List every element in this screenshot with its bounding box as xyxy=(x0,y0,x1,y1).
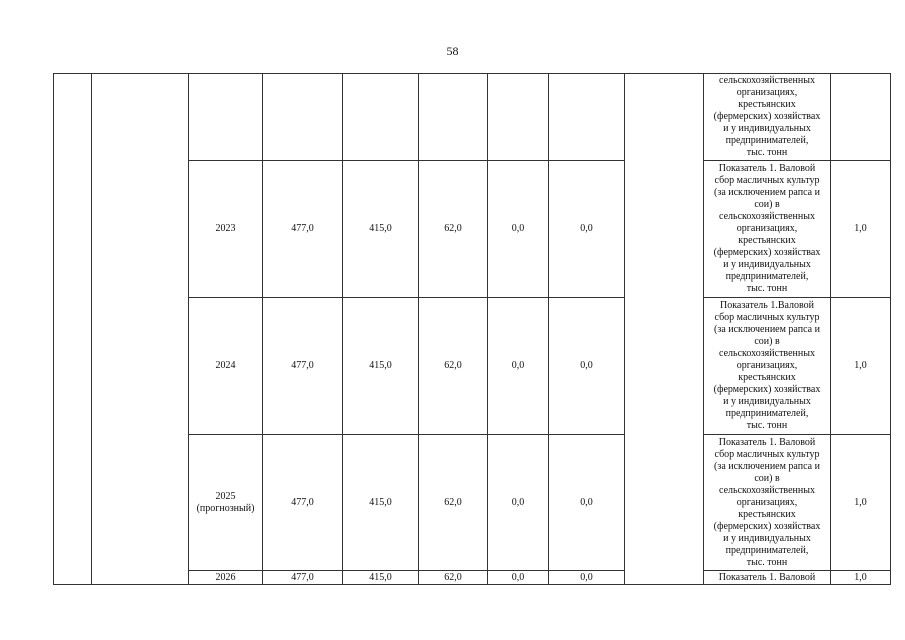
cell-value: 62,0 xyxy=(419,435,488,571)
year-label: 2026 xyxy=(215,571,236,583)
cell-value: 0,0 xyxy=(488,161,549,298)
table-body xyxy=(54,74,891,585)
indicator-line: сои) в xyxy=(754,336,780,347)
cell-indicator xyxy=(704,571,831,585)
indicator-line: Показатель 1.Валовой xyxy=(719,300,815,311)
table-row-continuation xyxy=(54,74,891,161)
indicator-line: крестьянских xyxy=(738,372,796,383)
cell-value xyxy=(263,74,343,161)
indicator-line: сбор масличных культур xyxy=(714,312,820,323)
cell-value xyxy=(549,74,625,161)
cell-value xyxy=(343,74,419,161)
cell-value: 415,0 xyxy=(343,161,419,298)
cell-indicator xyxy=(704,161,831,298)
indicator-line: (фермерских) хозяйствах xyxy=(713,520,821,532)
indicator-line: (за исключением рапса и xyxy=(714,460,820,472)
indicator-line: Показатель 1. Валовой xyxy=(718,163,816,174)
cell-indicator xyxy=(704,435,831,571)
page-number: 58 xyxy=(446,44,459,58)
cell-value: 0,0 xyxy=(488,571,549,585)
indicator-line: и у индивидуальных xyxy=(723,259,811,270)
indicator-line: (фермерских) хозяйствах xyxy=(713,111,821,122)
indicator-line: Показатель 1. Валовой xyxy=(718,571,816,583)
cell-value xyxy=(419,74,488,161)
cell-value: 477,0 xyxy=(263,571,343,585)
cell-value: 0,0 xyxy=(549,161,625,298)
cell-year xyxy=(189,571,263,585)
indicator-line: предпринимателей, xyxy=(725,271,809,282)
indicator-line: сои) в xyxy=(754,472,780,484)
cell-value: 62,0 xyxy=(419,571,488,585)
indicator-line: организациях, xyxy=(736,223,798,234)
indicator-line: организациях, xyxy=(736,87,798,98)
cell-indicator xyxy=(704,298,831,435)
cell-value: 477,0 xyxy=(263,298,343,435)
indicator-line: сои) в xyxy=(754,199,780,210)
indicator-line: тыс. тонн xyxy=(746,556,788,568)
indicator-line: сельскохозяйственных xyxy=(719,348,815,359)
cell-value: 415,0 xyxy=(343,435,419,571)
cell-value: 477,0 xyxy=(263,161,343,298)
indicator-line: предпринимателей, xyxy=(725,135,809,146)
cell-year xyxy=(189,74,263,161)
indicator-line: организациях, xyxy=(736,496,798,508)
cell-target xyxy=(831,74,891,161)
indicator-line: тыс. тонн xyxy=(746,147,788,158)
indicator-line: сбор масличных культур xyxy=(714,448,820,460)
indicator-line: сельскохозяйственных xyxy=(719,75,815,86)
indicator-line: (за исключением рапса и xyxy=(714,324,820,335)
cell-value: 0,0 xyxy=(488,298,549,435)
indicator-line: и у индивидуальных xyxy=(723,532,811,544)
cell-empty xyxy=(92,74,189,585)
cell-value: 415,0 xyxy=(343,298,419,435)
indicator-line: крестьянских xyxy=(738,99,796,110)
indicator-line: Показатель 1. Валовой xyxy=(718,436,816,448)
indicator-line: предпринимателей, xyxy=(725,408,809,419)
cell-target: 1,0 xyxy=(831,435,891,571)
indicators-table xyxy=(53,73,891,585)
cell-target: 1,0 xyxy=(831,161,891,298)
indicator-line: и у индивидуальных xyxy=(723,396,811,407)
cell-indicator xyxy=(704,74,831,161)
indicator-line: сбор масличных культур xyxy=(714,175,820,186)
cell-empty xyxy=(625,74,704,585)
cell-value: 62,0 xyxy=(419,161,488,298)
indicator-line: (за исключением рапса и xyxy=(714,187,820,198)
cell-value: 477,0 xyxy=(263,435,343,571)
cell-year xyxy=(189,298,263,435)
cell-value: 0,0 xyxy=(549,298,625,435)
cell-value: 0,0 xyxy=(549,435,625,571)
indicator-line: крестьянских xyxy=(738,235,796,246)
cell-empty xyxy=(54,74,92,585)
cell-year xyxy=(189,161,263,298)
cell-value: 0,0 xyxy=(488,435,549,571)
indicator-line: сельскохозяйственных xyxy=(719,484,815,496)
year-label: 2025 xyxy=(215,490,236,502)
indicator-line: тыс. тонн xyxy=(746,283,788,294)
indicator-line: крестьянских xyxy=(738,508,796,520)
year-label: 2024 xyxy=(215,360,236,371)
indicator-line: сельскохозяйственных xyxy=(719,211,815,222)
cell-target: 1,0 xyxy=(831,571,891,585)
year-label: (прогнозный) xyxy=(196,502,255,514)
indicator-line: и у индивидуальных xyxy=(723,123,811,134)
indicator-line: (фермерских) хозяйствах xyxy=(713,384,821,395)
cell-target: 1,0 xyxy=(831,298,891,435)
cell-value: 62,0 xyxy=(419,298,488,435)
year-label: 2023 xyxy=(215,223,236,234)
indicator-line: тыс. тонн xyxy=(746,420,788,431)
indicator-line: предпринимателей, xyxy=(725,544,809,556)
cell-year xyxy=(189,435,263,571)
cell-value: 415,0 xyxy=(343,571,419,585)
indicator-line: организациях, xyxy=(736,360,798,371)
cell-value: 0,0 xyxy=(549,571,625,585)
cell-value xyxy=(488,74,549,161)
indicator-line: (фермерских) хозяйствах xyxy=(713,247,821,258)
